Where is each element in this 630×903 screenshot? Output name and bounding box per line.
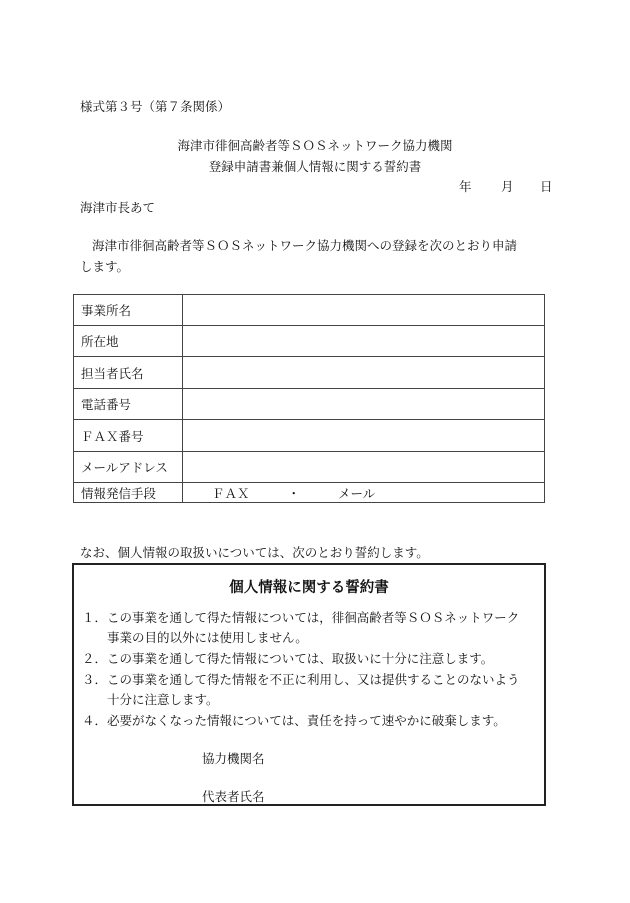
phone-field[interactable] <box>183 389 545 420</box>
table-row <box>74 295 545 326</box>
table-row <box>74 483 545 503</box>
row-label-address: 所在地 <box>74 326 183 357</box>
pledge-item-3-line1: ３．この事業を通して得た情報を不正に利用し、又は提供することのないよう <box>82 672 520 687</box>
table-row <box>74 326 545 357</box>
date-day: 日 <box>540 179 553 194</box>
pledge-box <box>72 563 546 806</box>
intro-line1: 海津市徘徊高齢者等ＳＯＳネットワーク協力機関への登録を次のとおり申請 <box>92 238 518 253</box>
table-row <box>74 357 545 389</box>
rep-name-label: 代表者氏名 <box>202 789 265 804</box>
date-month: 月 <box>501 179 514 194</box>
form-number: 様式第３号（第７条関係） <box>80 99 231 114</box>
row-label-fax: ＦＡＸ番号 <box>74 420 183 452</box>
row-label-business-name: 事業所名 <box>74 295 183 326</box>
pledge-title: 個人情報に関する誓約書 <box>229 579 389 596</box>
pledge-intro: なお、個人情報の取扱いについては、次のとおり誓約します。 <box>80 545 429 560</box>
pledge-item-2: ２．この事業を通して得た情報については、取扱いに十分に注意します。 <box>82 651 494 666</box>
addressee: 海津市長あて <box>80 200 156 215</box>
document-title-line2: 登録申請書兼個人情報に関する誓約書 <box>208 159 422 174</box>
email-field[interactable] <box>183 452 545 483</box>
pledge-item-4: ４．必要がなくなった情報については、責任を持って速やかに破棄します。 <box>82 713 506 728</box>
intro-line2: します。 <box>80 259 130 274</box>
method-separator: ・ <box>287 485 301 501</box>
row-label-contact-person: 担当者氏名 <box>74 357 183 389</box>
row-label-email: メールアドレス <box>74 452 183 483</box>
document-title-line1: 海津市徘徊高齢者等ＳＯＳネットワーク協力機関 <box>177 138 453 153</box>
table-row <box>74 389 545 420</box>
row-label-method: 情報発信手段 <box>74 483 183 503</box>
address-field[interactable] <box>183 326 545 357</box>
method-option-fax[interactable]: ＦＡＸ <box>212 485 250 501</box>
pledge-item-3-line2: 十分に注意します。 <box>107 692 219 707</box>
method-options <box>183 483 545 503</box>
pledge-item-1-line2: 事業の目的以外には使用しません。 <box>107 630 308 645</box>
contact-person-field[interactable] <box>183 357 545 389</box>
row-label-phone: 電話番号 <box>74 389 183 420</box>
business-name-field[interactable] <box>183 295 545 326</box>
method-option-email[interactable]: メール <box>338 485 376 501</box>
pledge-item-1-line1: １．この事業を通して得た情報については，徘徊高齢者等ＳＯＳネットワーク <box>82 610 520 625</box>
date-year: 年 <box>459 179 472 194</box>
table-row <box>74 420 545 452</box>
org-name-label: 協力機関名 <box>202 751 265 766</box>
registration-form-table <box>73 294 545 503</box>
table-row <box>74 452 545 483</box>
fax-field[interactable] <box>183 420 545 452</box>
